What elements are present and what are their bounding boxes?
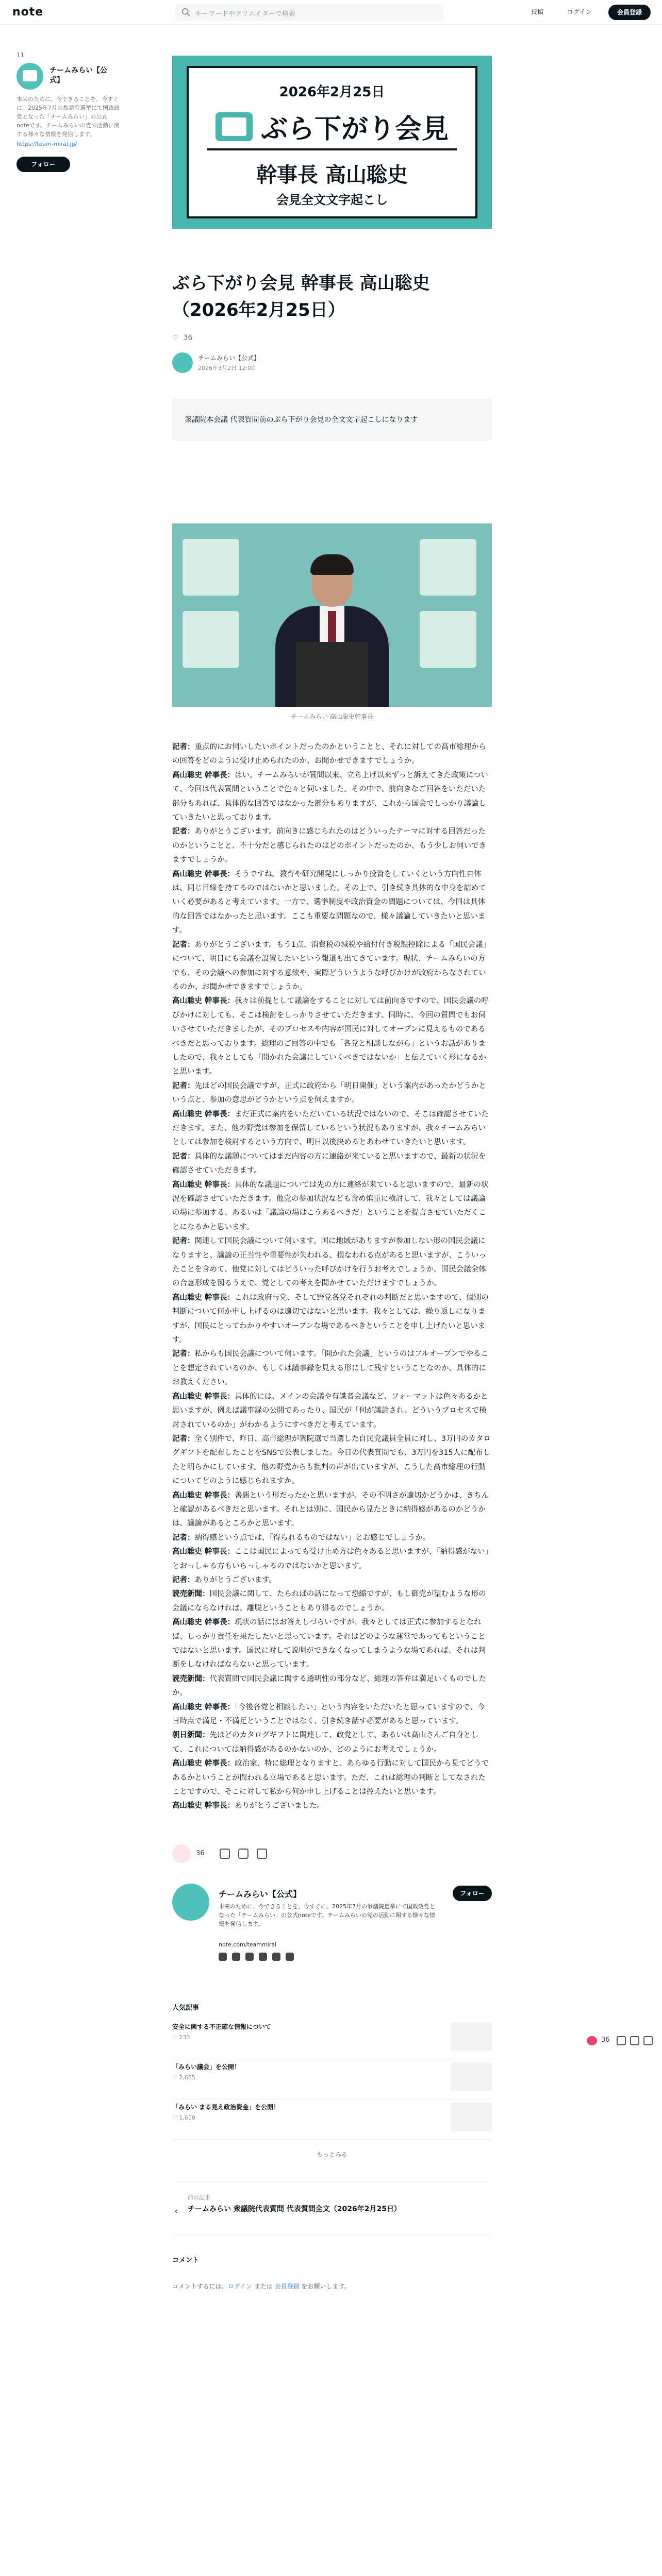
transcript-text: 全く別件で、昨日、高市総理が衆院選で当選した自民党議員全員に対し、3万円のカタログギフトを配布したことをSNSで公表しました。今日の代表質問でも、3万円を315人に配布したと明らかにしています。他の野党からも批判の声が出ていますが、こうした高市総理の行動についてどのように感じられますか。 [172,1434,491,1486]
creator-bio: 未来のために、今できることを、今すぐに。2025年7月の参議院選挙にて国政政党となった「チームみらい」の公式noteです。チームみらいの党の活動に関する様々な情報を発信します。 [219,1903,435,1927]
team-mirai-logo-icon [216,112,253,141]
hero-title: ぶら下がり会見 [260,114,449,145]
hero-divider [207,148,457,150]
speaker-label: 記者： [172,1152,195,1161]
hero-image [172,56,492,229]
youtube-icon[interactable] [245,1953,254,1961]
transcript-paragraph [172,1587,492,1616]
transcript-paragraph [172,1799,492,1813]
popular-item-thumbnail[interactable] [451,2062,492,2091]
bookmark-icon[interactable] [630,2036,639,2045]
summary-box: 衆議院本会議 代表質問前のぶら下がり会見の全文文字起こしになります [172,399,492,441]
photo-caption: チームみらい 高山聡史幹事長 [291,713,373,720]
speaker-label: 高山聡史 幹事長： [172,1110,235,1118]
speaker-label: 高山聡史 幹事長： [172,1293,235,1302]
transcript-paragraph [172,1178,492,1235]
sidebar-bio: 未来のために、今できることを、今すぐに。2025年7月の参議院選挙にて国政政党となった「チームみらい」の公式noteです。チームみらいの党の活動に関する様々な情報を発信します。 [16,96,120,138]
transcript-text: 重点的にお伺いしたいポイントだったのかということと、それに対しての高市総理からの回答をどのように受け止められたのか、お聞かせできますでしょうか。 [172,743,486,766]
popular-heading: 人気記事 [172,2004,200,2012]
previous-label: 前の記事 [188,2194,210,2201]
creator-name[interactable]: チームみらい【公式】 [219,1889,302,1899]
author-name[interactable]: チームみらい【公式】 [198,354,260,362]
popular-item-likes: ♡ 2,665 [172,2074,195,2081]
microphone-stand [296,642,368,707]
like-count: 36 [196,1849,205,1857]
speaker-label: 高山聡史 幹事長： [172,771,235,779]
transcript-paragraph [172,1757,492,1799]
creator-card [172,1884,492,1992]
hero-date: 2026年2月25日 [279,84,385,100]
transcript-text: ありがとうございます。もう1点、消費税の減税や給付付き税額控除による「国民会議」について、明日にも会議を設置したいという報道も出てきています。現状、チームみらいの方でも、その会議への参加に対する意欲や、実際どういうような呼びかけが政府からなされているのか、お聞かせできますでしょうか。 [172,940,491,991]
comments-heading: コメント [172,2256,200,2264]
share-icon[interactable] [643,2036,653,2045]
transcript-text: そうですね。教育や研究開発にしっかり投資をしていくという方向性自体は、同じ目線を持てるのではないかと思いました。その上で、引き続き具体的な中身を詰めていく必要があると考えています。一方で、選挙制度や政治資金の問題については、今回は具体的な回答ではなかったと思います。ここも重要な問題なので、様々議論していきたいと思います。 [172,870,486,935]
transcript-text: これは政府与党、そして野党各党それぞれの判断だと思いますので、個別の判断について何か申し上げるのは適切ではないと思います。我々としては、繰り返しになりますが、国民にとってわかりやすいオープンな場であるべきということを申し上げたいと思います。 [172,1293,489,1345]
hero-title-row [189,107,475,146]
follow-button[interactable]: フォロー [16,157,70,172]
transcript-paragraph [172,740,492,769]
comment-login-note: コメントするには、ログイン または 会員登録 をお願いします。 [172,2282,351,2290]
top-bar [0,0,662,25]
author-avatar[interactable] [172,352,193,373]
transcript-paragraph [172,1108,492,1150]
photo-panel [183,539,239,596]
comments-section [172,2255,492,2291]
comment-icon[interactable] [220,1849,230,1859]
speaker-label: 高山聡史 幹事長： [172,870,235,878]
speaker-label: 記者： [172,827,195,836]
chevron-left-icon: ‹ [174,2204,178,2217]
transcript-text: 国民会議に関して、たらればの話になって恐縮ですが、もし御党が望むような形の会議にならなければ、離脱ということもあり得るのでしょうか。 [172,1590,486,1613]
transcript-paragraph [172,1489,492,1531]
social-links [219,1953,299,1963]
previous-article[interactable] [172,2181,492,2235]
transcript-text: 政治家、特に総理となりますと、あらゆる行動に対して国民から見てどうであるかということが問われる立場であると思います。ただ、これは総理の判断としてなされたことですので、そこに対して私から何か申し上げることは控えたいと思います。 [172,1759,489,1797]
speaker-label: 高山聡史 幹事長： [172,1759,235,1768]
transcript-paragraph [172,994,492,1079]
sidebar [16,52,120,172]
transcript-text: 代表質問で国民会議に関する透明性の部分など、総理の答弁は満足いくものでしたか。 [172,1674,486,1698]
transcript-text: はい。チームみらいが質問以来、立ち上げ以来ずっと訴えてきた政策について、今回は代表質問ということで色々と伺いました。その中で、前向きなご回答をいただいた部分もあれば、具体的な回答ではなかった部分もありますが、これから国会でしっかり議論していきたいと思っております。 [172,771,488,822]
transcript-paragraph [172,1150,492,1178]
speaker-label: 読売新聞： [172,1590,210,1599]
search-input[interactable] [175,4,443,21]
signup-button[interactable]: 会員登録 [608,5,651,20]
popular-item-title[interactable]: 「みらい議会」を公開！ [172,2063,241,2071]
article-main [172,56,492,2291]
likes-row [172,334,492,342]
transcript-text: 先ほどのカタログギフトに関連して、政党として、あるいは高山さんご自身として、これについては納得感があるのかないのか、どのようにお考えでしょうか。 [172,1731,478,1754]
speaker-label: 高山聡史 幹事長： [172,1802,235,1810]
sidebar-count: 11 [16,52,25,59]
speaker-label: 高山聡史 幹事長： [172,1392,235,1401]
transcript-paragraph [172,1728,492,1757]
login-link[interactable]: ログイン [227,2282,253,2290]
post-date: 2026年3月2日 12:00 [198,365,255,371]
transcript-text: 納得感という点では、「得られるものではない」とお感じでしょうか。 [194,1533,431,1542]
press-photo [172,523,492,707]
x-icon[interactable] [259,1953,267,1961]
speaker-label: 記者： [172,1533,195,1542]
transcript-paragraph [172,1432,492,1489]
transcript-paragraph [172,868,492,938]
photo-panel [420,539,476,596]
previous-title[interactable]: チームみらい 衆議院代表質問 代表質問全文（2026年2月25日） [188,2205,401,2213]
creator-follow-button[interactable]: フォロー [453,1886,492,1901]
transcript-paragraph [172,1573,492,1587]
comment-icon[interactable] [617,2036,626,2045]
transcript-paragraph [172,1234,492,1291]
transcript-text: 具体的には、メインの会議や有識者会議など、フォーマットは色々あるかと思いますが、例えば議事録の公開であったり、国民が「何が議論され、どういうプロセスで検討されているのか」がわかるようにすべきだと考えています。 [172,1392,488,1429]
creator-site[interactable]: note.com/teammirai [219,1941,277,1948]
speaker-label: 記者： [172,1350,195,1359]
transcript-text: 我々は前提として議論をすることに対しては前向きですので、国民会議の呼びかけに対しても、そこは検討をしっかりさせていただきます。同時に、今回の質問でもお伺いさせていただきましたが、そのプロセスや内容が国民に対してオープンに見えるものであるべきだと思っております。総理のご回答の中でも「各党と相談しながら」というお話がありましたので、我々としても「開かれた会議にしていくべきではないか」と伝えていく形になるかと思います。 [172,997,489,1076]
transcript-paragraph [172,1291,492,1348]
creator-avatar[interactable] [172,1884,209,1921]
floating-like-count: 36 [601,2036,610,2044]
login-link[interactable]: ログイン [567,8,592,15]
heart-icon[interactable]: ♡ [172,334,179,342]
tiktok-icon[interactable] [272,1953,280,1961]
transcript-paragraph [172,1616,492,1672]
transcript-paragraph [172,1079,492,1108]
popular-item[interactable] [172,2059,492,2099]
share-icon[interactable] [238,1849,249,1859]
like-count: 36 [183,334,193,342]
popular-articles [172,2002,492,2159]
avatar[interactable] [16,63,43,90]
hero-frame [187,66,477,218]
transcript-text: 関連して国民会議について伺います。国に地域がありますが参加しない形の国民会議になりますと、議論の正当性や重要性が失われる、損なわれる点があると思いますが、こういったことを含めて、他党に対してはどういった呼びかけを行うお考えでしょうか。国民会議全体の合意形成を図るうえで、党としての考えを聞かせていただけますでしょうか。 [172,1237,486,1288]
transcript-text: 具体的な議題についてはまだ内容の方に連絡が来ていると思いますので、最新の状況を確認させていただきます。 [172,1152,486,1175]
speaker-label: 記者： [172,1575,195,1584]
like-button[interactable] [172,1844,191,1863]
author-row [172,352,492,375]
instagram-icon[interactable] [232,1953,240,1961]
article-actions [172,1844,492,1865]
popular-item-thumbnail[interactable] [451,2022,492,2051]
transcript-text: ありがとうございました。 [235,1802,325,1810]
popular-item-title[interactable]: 「みらい まる見え政治資金」を公開！ [172,2103,280,2111]
post-link[interactable]: 投稿 [531,8,544,15]
popular-item-thumbnail[interactable] [451,2103,492,2131]
transcript-text: 私からも国民会議について伺います。「開かれた会議」というのはフルオープンでやることを想定されているのか、もしくは議事録を見える形にして残すということなのか、具体的にお教えください。 [172,1350,488,1387]
more-icon[interactable] [257,1849,267,1859]
speaker-label: 高山聡史 幹事長： [172,997,235,1006]
transcript-paragraph [172,1390,492,1432]
more-link[interactable]: もっとみる [316,2150,347,2158]
article-body [172,740,492,1814]
speaker-label: 高山聡史 幹事長： [172,1703,235,1711]
sidebar-name[interactable]: チームみらい【公式】 [49,66,107,84]
transcript-paragraph [172,1545,492,1573]
popular-item[interactable] [172,2099,492,2140]
person-hair [310,554,354,575]
speaker-label: 記者： [172,1081,195,1090]
speaker-label: 記者： [172,743,195,751]
hero-subtitle: 幹事長 高山聡史 [256,163,408,187]
signup-link[interactable]: 会員登録 [274,2282,300,2290]
search-placeholder: キーワードやクリエイターで検索 [195,10,295,18]
transcript-text: ここは国民によっても受け止め方は色々あると思いますが、「納得感がない」とおっしゃる方もいらっしゃるのではないかと思います。 [172,1548,489,1570]
photo-panel [420,611,476,668]
speaker-label: 読売新聞： [172,1674,210,1683]
heart-icon[interactable] [587,2036,597,2045]
transcript-paragraph [172,1347,492,1389]
transcript-paragraph [172,938,492,995]
popular-item-title[interactable]: 安全に関する不正確な情報について [172,2023,271,2030]
transcript-text: まだ正式に案内をいただいている状況ではないので、そこは確認させていただきます。また、他の野党は参加を保留しているという状況もありますが、我々チームみらいとしては参加を検討するという方向で、明日以後決めるとあわせていきたいと思います。 [172,1110,489,1147]
popular-item[interactable] [172,2019,492,2059]
floating-actions [587,2034,654,2048]
transcript-text: 「今後各党と相談したい」という内容をいただいたと思っていますので、今日時点で満足・不満足ということではなく、引き続き話す必要があると思っています。 [172,1703,485,1726]
speaker-label: 高山聡史 幹事長： [172,1491,235,1500]
search-icon [181,8,191,17]
speaker-label: 高山聡史 幹事長： [172,1548,235,1556]
transcript-text: 善悪という形だったかと思いますが、その不明さが適切かどうかは、きちんと確認があるべきだと思います。それとは別に、国民から見たときに納得感があるのかどうかは、議論があるところかと思います。 [172,1491,489,1528]
speaker-label: 高山聡史 幹事長： [172,1618,235,1627]
transcript-paragraph [172,1701,492,1729]
transcript-paragraph [172,1672,492,1701]
speaker-label: 記者： [172,1237,195,1246]
popular-item-likes: ♡ 1,618 [172,2114,195,2121]
speaker-label: 朝日新聞： [172,1731,210,1740]
transcript-paragraph [172,825,492,867]
link-icon[interactable] [286,1953,294,1961]
hero-note: 会見全文文字起こし [276,193,388,207]
transcript-text: 先ほどの国民会議ですが、正式に政府から「明日開催」という案内があったかどうかという点と、参加の意思がどうかという点を伺えますか。 [172,1081,486,1105]
popular-item-likes: ♡ 233 [172,2033,190,2041]
transcript-paragraph [172,1531,492,1545]
photo-panel [183,611,239,668]
transcript-paragraph [172,769,492,825]
speaker-label: 記者： [172,940,195,949]
facebook-icon[interactable] [219,1953,227,1961]
article-title: ぶら下がり会見 幹事長 高山聡史（2026年2月25日） [172,273,430,320]
transcript-text: ありがとうございます。 [194,1575,276,1584]
speaker-label: 記者： [172,1434,195,1443]
note-logo[interactable]: note [12,6,44,19]
sidebar-link[interactable]: https://team-mirai.jp/ [16,141,77,147]
speaker-label: 高山聡史 幹事長： [172,1180,235,1189]
transcript-text: 具体的な議題については先の方に連絡が来ていると思いますので、最新の状況を確認させていただきます。他党の参加状況なども含め慎重に検討して、我々としては議論の場に参加する、あるいは「議論の場はこうあるべきだ」ということを提言させていただくことになるかと思います。 [172,1180,489,1231]
transcript-text: 現状の話にはお答えしづらいですが、我々としては正式に参加するとなれば、しっかり責任を果たしたいと思っています。それはどのような運営であってもということではないと思います。国民に対して説明ができなくなってしまうような場であれば、それは判断をしなければならないと思っています。 [172,1618,486,1669]
transcript-text: ありがとうございます。前向きに感じられたのはどういったテーマに対する回答だったのかということと、不十分だと感じられたのはどのポイントだったのか、もう少しお伺いできますでしょうか。 [172,827,486,865]
